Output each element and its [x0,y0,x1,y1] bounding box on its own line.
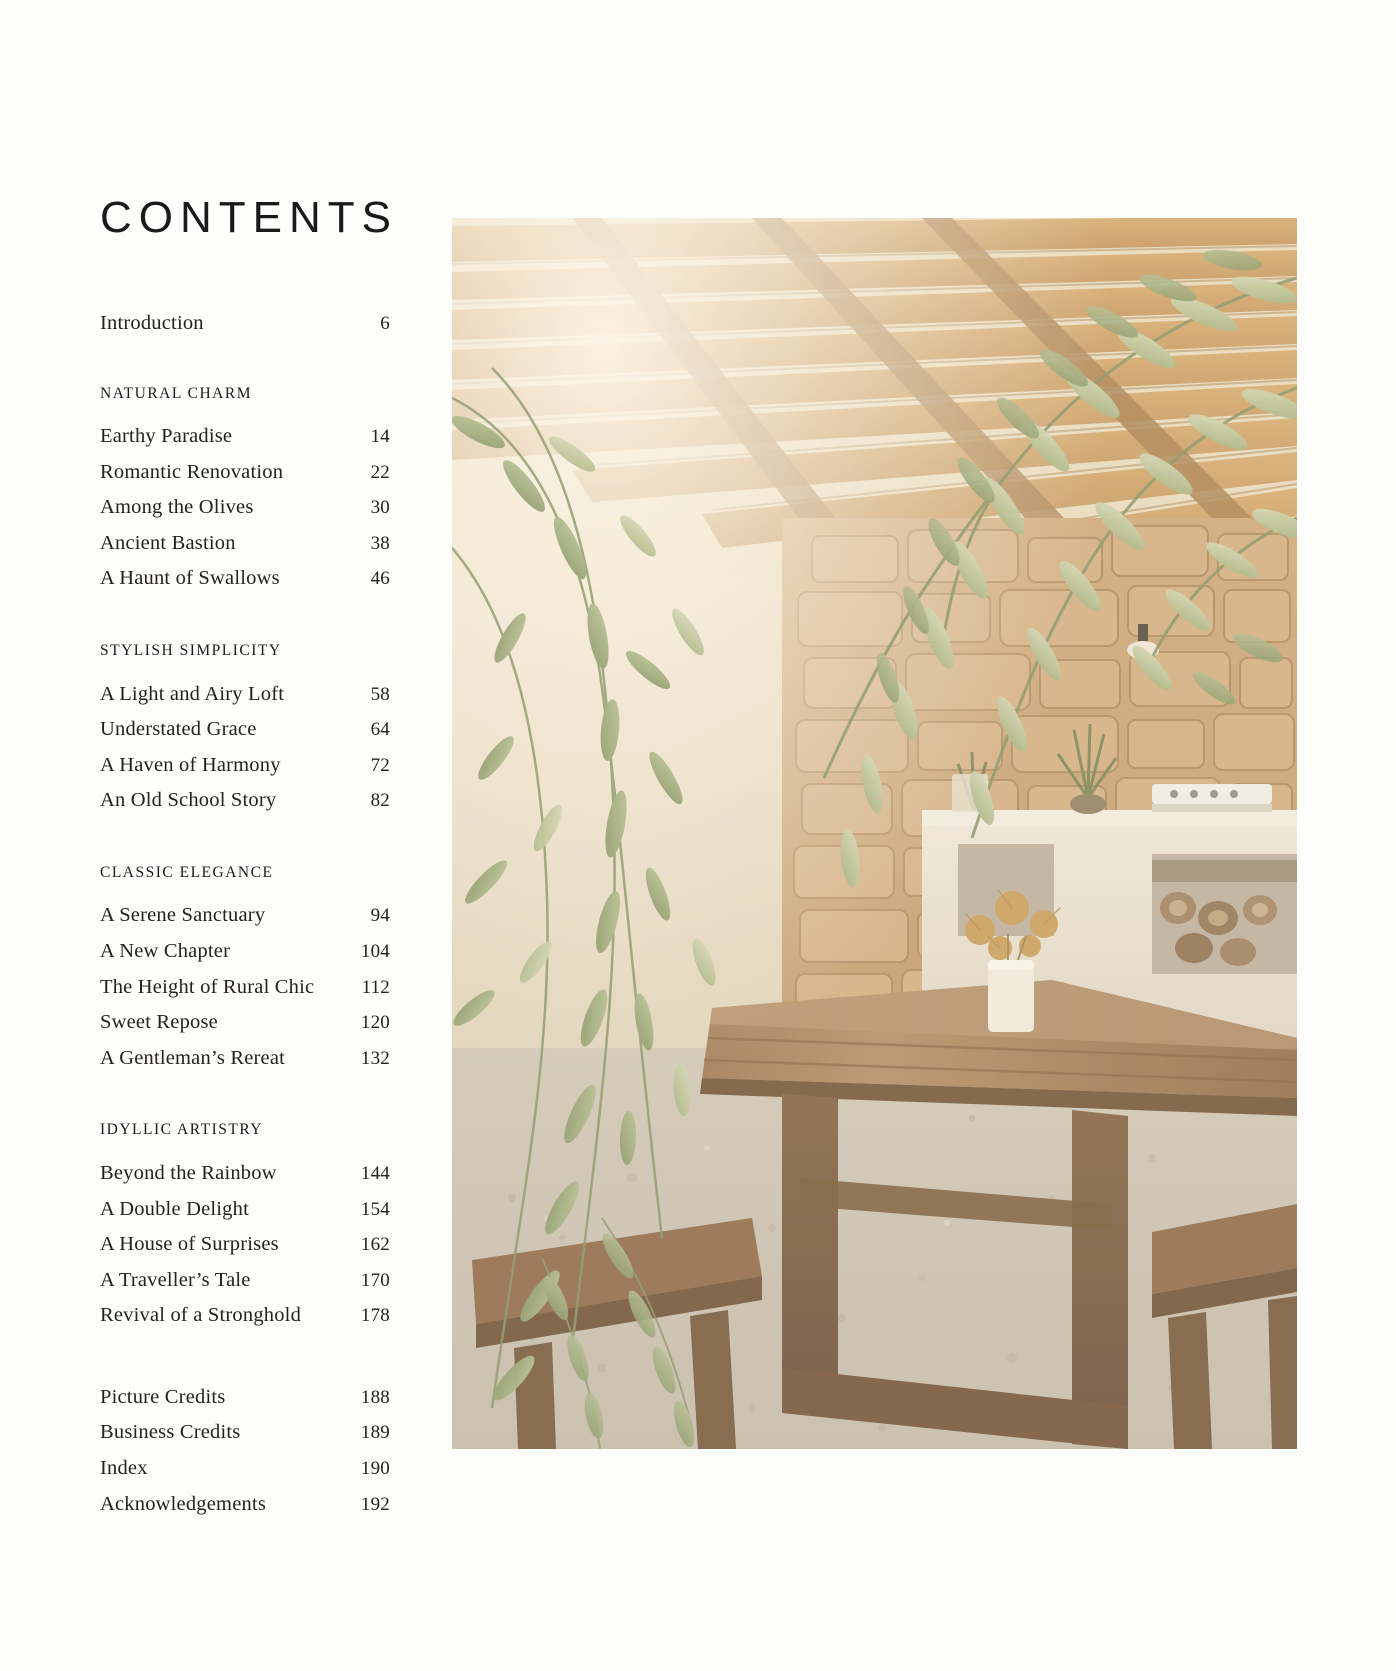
page-title: CONTENTS [100,193,398,242]
toc-entry-label: A Double Delight [100,1197,249,1220]
toc-entry[interactable] [100,783,390,819]
toc-entry-page: 30 [370,497,390,519]
toc-entry-page: 192 [360,1493,390,1515]
toc-entry[interactable] [100,1192,390,1228]
toc-entry-page: 120 [360,1012,390,1034]
spacer [100,1334,390,1380]
toc-entry[interactable] [100,1005,390,1041]
toc-entry-label: Among the Olives [100,496,254,519]
toc-entry-label: A House of Surprises [100,1233,279,1256]
toc-entry-introduction[interactable] [100,306,390,342]
toc-entry-label: Index [100,1457,148,1480]
terrace-photograph [452,218,1297,1449]
spacer [100,342,390,386]
toc-entry[interactable] [100,677,390,713]
toc-entry-label: Romantic Renovation [100,460,284,483]
spacer [100,1076,390,1122]
toc-entry-label: Introduction [100,312,204,334]
toc-entry-page: 144 [360,1162,390,1184]
toc-entry-label: Revival of a Stronghold [100,1304,302,1327]
toc-entry-page: 58 [370,683,390,705]
toc-entry[interactable] [100,561,390,597]
spacer [100,597,390,643]
toc-entry-label: Understated Grace [100,718,257,741]
toc-entry[interactable] [100,970,390,1006]
toc-entry-label: A Serene Sanctuary [100,904,266,927]
toc-entry[interactable] [100,1415,390,1451]
toc-entry[interactable] [100,526,390,562]
toc-section-heading: CLASSIC ELEGANCE [100,863,274,881]
toc-section-heading: STYLISH SIMPLICITY [100,642,282,660]
toc-entry-page: 188 [360,1386,390,1408]
toc-entry[interactable] [100,1227,390,1263]
toc-entry[interactable] [100,419,390,455]
toc-entry-page: 162 [360,1234,390,1256]
toc-entry[interactable] [100,712,390,748]
toc-entry[interactable] [100,1156,390,1192]
toc-entry-page: 104 [360,941,390,963]
toc-section-stylish-simplicity [100,643,390,819]
spacer [100,401,390,419]
toc-entry-page: 38 [370,532,390,554]
toc-entry-page: 112 [361,976,390,998]
toc-entry-page: 132 [360,1047,390,1069]
toc-entry-page: 46 [370,568,390,590]
spacer [100,659,390,677]
toc-entry-label: A New Chapter [100,940,231,963]
toc-entry-label: Ancient Bastion [100,531,236,554]
toc-entry-page: 22 [370,461,390,483]
toc-entry[interactable] [100,1380,390,1416]
toc-entry-label: Business Credits [100,1421,241,1444]
toc-section-back-matter [100,1380,390,1522]
toc-entry-page: 170 [360,1269,390,1291]
toc-entry-label: Sweet Repose [100,1011,218,1034]
toc-entry[interactable] [100,1298,390,1334]
spacer [100,1138,390,1156]
toc-section-classic-elegance [100,865,390,1076]
spacer [100,819,390,865]
toc-entry-label: An Old School Story [100,789,277,812]
table-of-contents [100,193,398,1522]
toc-entry-page: 178 [360,1305,390,1327]
toc-entry-label: A Gentleman’s Rereat [100,1046,286,1069]
toc-entry[interactable] [100,898,390,934]
toc-section-idyllic-artistry [100,1122,390,1333]
toc-entry[interactable] [100,1487,390,1523]
toc-entry[interactable] [100,748,390,784]
toc-entry[interactable] [100,490,390,526]
toc-entry-page: 6 [380,313,390,334]
toc-section-natural-charm [100,386,390,597]
toc-entry-page: 14 [370,426,390,448]
toc-entry-page: 189 [360,1422,390,1444]
toc-entry-page: 64 [370,719,390,741]
toc-entry-page: 190 [360,1458,390,1480]
toc-entry-page: 82 [370,790,390,812]
toc-entry-label: The Height of Rural Chic [100,975,315,998]
toc-entry[interactable] [100,1041,390,1077]
toc-section-heading: IDYLLIC ARTISTRY [100,1121,264,1139]
toc-entry-label: A Light and Airy Loft [100,682,285,705]
toc-entry[interactable] [100,1263,390,1299]
toc-entry[interactable] [100,455,390,491]
toc-entry-label: A Haven of Harmony [100,753,281,776]
toc-entry-label: Earthy Paradise [100,425,233,448]
toc-entry-page: 72 [370,754,390,776]
toc-entry-label: A Traveller’s Tale [100,1268,251,1291]
toc-section-heading: NATURAL CHARM [100,384,252,402]
toc-entry-page: 94 [370,905,390,927]
toc-entry[interactable] [100,1451,390,1487]
toc-entry-label: Picture Credits [100,1385,226,1408]
spacer [100,880,390,898]
toc-entry-page: 154 [360,1198,390,1220]
toc-entry[interactable] [100,934,390,970]
toc-entry-label: Acknowledgements [100,1492,267,1515]
photo-illustration [452,218,1297,1449]
toc-entry-label: Beyond the Rainbow [100,1161,277,1184]
toc-entry-label: A Haunt of Swallows [100,567,280,590]
